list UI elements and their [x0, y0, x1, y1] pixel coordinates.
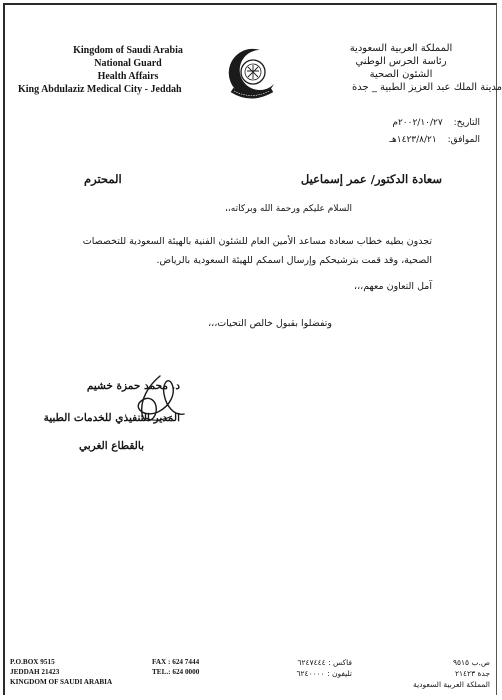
letterhead-en-line: Kingdom of Saudi Arabia [73, 45, 183, 56]
signer-name: د. محمد حمزة خشيم [86, 380, 180, 392]
footer-country: KINGDOM OF SAUDI ARABIA [10, 678, 113, 686]
honorific: المحترم [84, 172, 122, 186]
reference-label: الموافق: [447, 135, 480, 145]
body-line: تجدون بطيه خطاب سعادة مساعد الأمين العام للشئون الفنية بالهيئة السعودية للتخصصات [82, 236, 432, 247]
letterhead-english [18, 44, 218, 96]
footer-country-ar: المملكة العربية السعودية [413, 680, 490, 689]
salutation: السلام عليكم ورحمة الله وبركاته،، [225, 204, 352, 214]
letterhead-ar-line: رئاسة الحرس الوطني [355, 56, 447, 67]
letterhead-en-line: National Guard [94, 58, 162, 69]
footer-fax-ar: فاكس : ٦٢٤٧٤٤٤ [297, 658, 352, 667]
letterhead-ar-line: الشئون الصحية [369, 69, 433, 80]
signer-region: بالقطاع الغربي [78, 440, 144, 452]
footer-tel-ar: تليفون : ٦٢٤٠٠٠٠ [296, 669, 352, 678]
letterhead-arabic [312, 42, 502, 94]
footer-phone-en [152, 657, 199, 677]
footer-city-ar: جدة ٢١٤٢٣ [454, 669, 490, 678]
date-value: ٢٠٠٢/١٠/٢٧م [392, 118, 443, 128]
footer-po-box: P.O.BOX 9515 [10, 658, 55, 666]
footer-address-ar [413, 657, 490, 690]
signer-title: المدير التنفيذي للخدمات الطبية [43, 412, 180, 424]
page-border [3, 3, 497, 695]
footer-fax: FAX : 624 7444 [152, 658, 200, 666]
date-label: التاريخ: [453, 118, 480, 128]
national-guard-seal-icon [222, 44, 280, 102]
body-line: الصحية، وقد قمت بترشيحكم وإرسال اسمكم للهيئة السعودية بالرياض. [156, 255, 432, 266]
date-line [392, 118, 480, 128]
addressee: سعادة الدكتور/ عمر إسماعيل [300, 172, 442, 186]
letterhead-ar-line: المملكة العربية السعودية [349, 43, 453, 54]
footer-city: JEDDAH 21423 [10, 668, 60, 676]
footer-address-en [10, 657, 112, 687]
footer-po-box-ar: ص.ب ٩٥١٥ [452, 658, 490, 667]
footer-tel: TEL.: 624 0000 [152, 668, 200, 676]
cooperation-line: آمل التعاون معهم،،، [354, 281, 432, 292]
reference-line [389, 135, 480, 145]
letterhead-ar-line: مدينة الملك عبد العزيز الطبية _ جدة [352, 82, 502, 93]
closing-line: وتفضلوا بقبول خالص التحيات،،، [208, 318, 332, 329]
reference-value: ١٤٢٣/٨/٢١هـ [389, 135, 437, 145]
letterhead-en-line: King Abdulaziz Medical City - Jeddah [18, 84, 182, 95]
letterhead-en-line: Health Affairs [97, 71, 159, 82]
footer-phone-ar [296, 657, 352, 679]
